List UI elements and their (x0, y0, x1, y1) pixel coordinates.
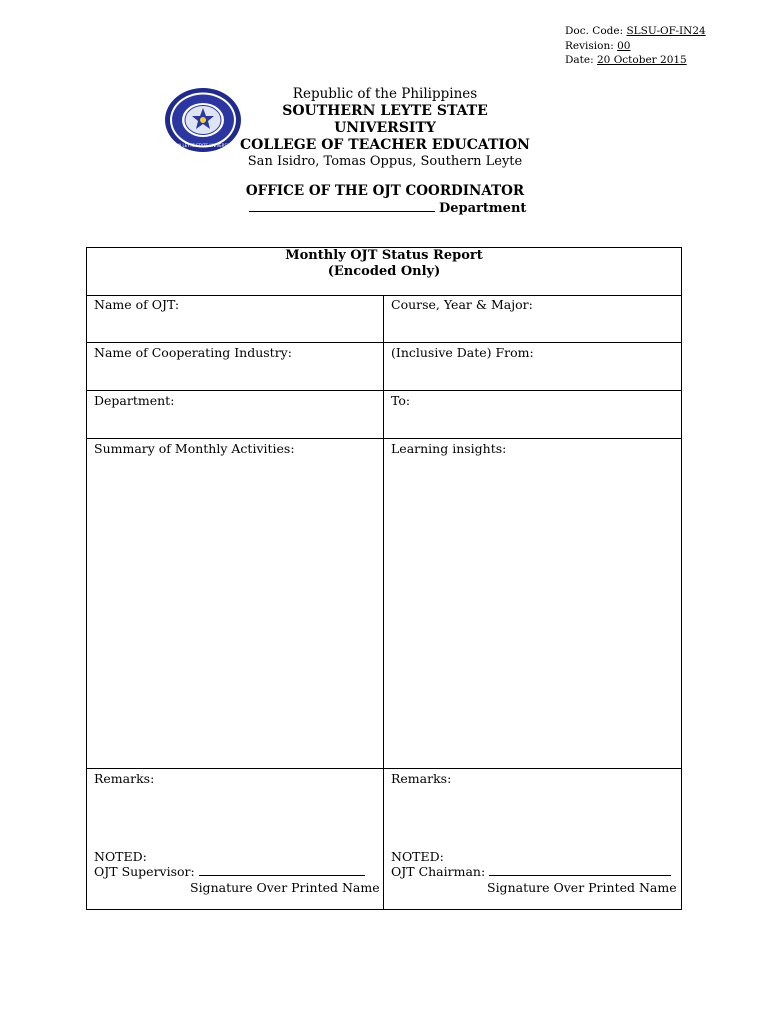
revision-value: 00 (617, 39, 631, 52)
course-year-major-field[interactable] (384, 295, 681, 342)
learning-insights-field[interactable] (384, 439, 681, 768)
date-to-label: To: (391, 393, 411, 408)
department-blank[interactable] (249, 199, 435, 212)
inclusive-date-from-label: (Inclusive Date) From: (391, 345, 534, 360)
remarks-left-field[interactable] (87, 769, 384, 909)
supervisor-signature-line[interactable] (199, 864, 365, 876)
remarks-right-field[interactable] (384, 769, 681, 909)
university-name: SOUTHERN LEYTE STATE UNIVERSITY (282, 103, 488, 136)
form-row-remarks (87, 769, 681, 909)
name-of-ojt-label: Name of OJT: (94, 297, 180, 312)
inclusive-date-from-field[interactable] (384, 343, 681, 390)
seal-text: SOUTHERN LEYTE STATE UNIVERSITY · 2004 (158, 143, 248, 148)
date-label: Date: (565, 54, 594, 66)
doc-revision (565, 39, 706, 54)
cooperating-industry-label: Name of Cooperating Industry: (94, 345, 292, 360)
date-to-field[interactable] (384, 391, 681, 438)
republic-line: Republic of the Philippines (292, 86, 478, 102)
university-address: San Isidro, Tomas Oppus, Southern Leyte (247, 154, 523, 169)
noted-right-label: NOTED: (391, 848, 444, 864)
form-row-industry (87, 343, 681, 391)
chairman-signature-line[interactable] (489, 864, 671, 876)
ojt-chairman-label: OJT Chairman: (391, 864, 486, 879)
doc-date (565, 53, 706, 68)
form-title (87, 248, 681, 296)
summary-activities-label: Summary of Monthly Activities: (94, 441, 295, 456)
remarks-left-label: Remarks: (94, 771, 155, 786)
form-title-main: Monthly OJT Status Report (285, 248, 483, 263)
supervisor-sign-block (94, 849, 380, 896)
form-subtitle: (Encoded Only) (327, 264, 441, 279)
college-name: COLLEGE OF TEACHER EDUCATION (240, 137, 530, 153)
form-row-ojt (87, 295, 681, 343)
noted-left-label: NOTED: (94, 848, 147, 864)
date-value: 20 October 2015 (597, 54, 687, 66)
document-header (230, 86, 540, 170)
doc-code-value: SLSU-OF-IN24 (626, 25, 706, 37)
learning-insights-label: Learning insights: (391, 441, 507, 456)
remarks-right-label: Remarks: (391, 771, 452, 786)
department-field[interactable] (87, 391, 384, 438)
course-year-major-label: Course, Year & Major: (391, 297, 533, 312)
department-label: Department (439, 201, 527, 216)
department-field-label: Department: (94, 393, 175, 408)
form-row-department (87, 391, 681, 439)
doc-code (565, 24, 706, 39)
form-row-activities (87, 439, 681, 769)
doc-code-label: Doc. Code: (565, 25, 624, 37)
document-meta (565, 24, 706, 68)
chairman-sign-block (391, 849, 677, 896)
cooperating-industry-field[interactable] (87, 343, 384, 390)
ojt-supervisor-label: OJT Supervisor: (94, 864, 195, 879)
name-of-ojt-field[interactable] (87, 295, 384, 342)
signature-caption-left: Signature Over Printed Name (190, 879, 380, 895)
office-title: OFFICE OF THE OJT COORDINATOR (245, 183, 525, 199)
revision-label: Revision: (565, 39, 614, 52)
summary-activities-field[interactable] (87, 439, 384, 768)
signature-caption-right: Signature Over Printed Name (487, 879, 677, 895)
department-line (249, 199, 526, 217)
status-report-form (86, 247, 682, 910)
